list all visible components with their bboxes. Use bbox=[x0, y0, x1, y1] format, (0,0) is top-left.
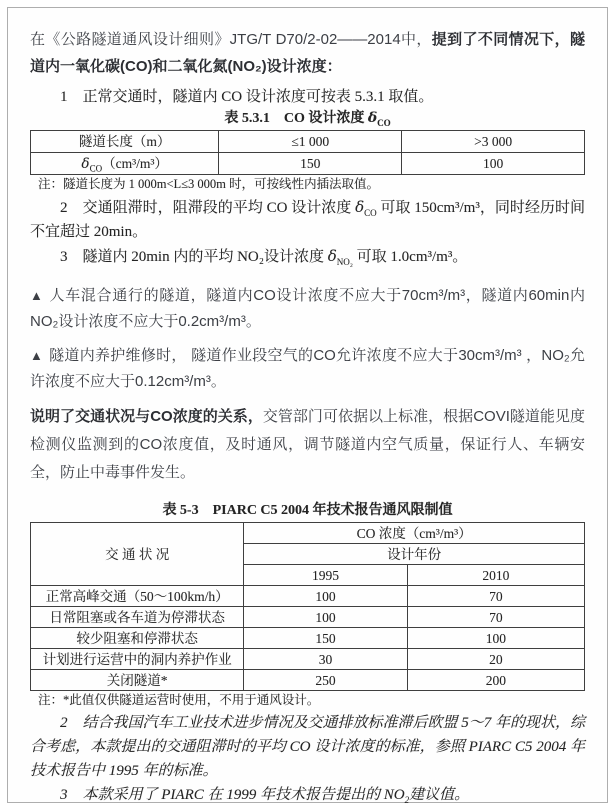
table-cell-condition: 日常阻塞或各车道为停滞状态 bbox=[31, 607, 244, 628]
clause-3-text-cont: 可取 1.0cm³/m³。 bbox=[352, 249, 468, 265]
table-cell-value: 100 bbox=[244, 607, 407, 628]
table-53 bbox=[30, 522, 585, 691]
summary-emphasis-text: 说明了交通状况与CO浓度的关系， bbox=[30, 408, 263, 425]
table-cell-traffic-condition-header: 交 通 状 况 bbox=[31, 523, 244, 586]
delta-symbol: δ bbox=[327, 247, 337, 265]
table-cell-condition: 正常高峰交通（50～100km/h） bbox=[31, 586, 244, 607]
intro-lead-text: 在《公路隧道通风设计细则》JTG/T D70/2-02——2014中， bbox=[30, 31, 432, 48]
intro-emphasis-text: 提到了不同情况下，隧道内一氧化碳(CO)和二氧化氮(NO₂)设计浓度： bbox=[30, 31, 585, 75]
table-cell-value: 250 bbox=[244, 670, 407, 691]
clause-2-text-cont: 可取 150cm³/m³，同时经历时间不宜超过 20min。 bbox=[30, 200, 586, 240]
clause-2-text: 2 交通阻滞时，阻滞段的平均 CO 设计浓度 bbox=[60, 200, 356, 216]
table-cell-condition: 计划进行运营中的洞内养护作业 bbox=[31, 649, 244, 670]
spec-excerpt-1 bbox=[30, 86, 585, 269]
table-531-note: 注：隧道长度为 1 000m<L≤3 000m 时，可按线性内插法取值。 bbox=[38, 177, 379, 191]
table-row bbox=[31, 586, 585, 607]
table-cell-length-le-1000: ≤1 000 bbox=[219, 131, 402, 153]
delta-subscript: CO bbox=[89, 163, 103, 174]
table-cell-co-concentration-header: CO 浓度（cm³/m³） bbox=[244, 523, 585, 544]
clause-3 bbox=[30, 244, 585, 269]
table-row bbox=[31, 607, 585, 628]
spec-excerpt-2 bbox=[30, 501, 585, 807]
intro-paragraph bbox=[30, 26, 585, 80]
delta-subscript: NO₂ bbox=[336, 257, 353, 267]
summary-paragraph bbox=[30, 403, 585, 487]
delta-subscript: CO bbox=[364, 208, 377, 218]
bullet-note-mixed-traffic bbox=[30, 283, 585, 335]
table-row bbox=[31, 523, 585, 544]
table-cell-value: 200 bbox=[407, 670, 584, 691]
bullet-note-text: 人车混合通行的隧道，隧道内CO设计浓度不应大于70cm³/m³，隧道内60min内NO₂设计浓度不应大于0.2cm³/m³。 bbox=[30, 287, 585, 330]
triangle-bullet-icon: ▲ bbox=[30, 348, 44, 363]
table-cell-value: 20 bbox=[407, 649, 584, 670]
table-53-title: 表 5-3 PIARC C5 2004 年技术报告通风限制值 bbox=[162, 503, 453, 518]
table-cell-value: 30 bbox=[244, 649, 407, 670]
delta-subscript: CO bbox=[377, 117, 391, 128]
table-cell-value: 70 bbox=[407, 586, 584, 607]
table-cell-value: 100 bbox=[244, 586, 407, 607]
bullet-note-maintenance bbox=[30, 343, 585, 395]
table-row bbox=[31, 153, 585, 175]
clause-3-text: 3 隧道内 20min 内的平均 NO₂设计浓度 bbox=[60, 249, 328, 265]
table-cell-year-1995: 1995 bbox=[244, 565, 407, 586]
clause-2 bbox=[30, 195, 585, 244]
table-row bbox=[31, 628, 585, 649]
table-531 bbox=[30, 130, 585, 175]
table-cell-condition: 关闭隧道* bbox=[31, 670, 244, 691]
table-cell-value: 70 bbox=[407, 607, 584, 628]
table-cell-value-150: 150 bbox=[219, 153, 402, 175]
table-row bbox=[31, 649, 585, 670]
triangle-bullet-icon: ▲ bbox=[30, 288, 44, 303]
closing-clause-3 bbox=[30, 783, 585, 807]
table-531-title bbox=[30, 108, 585, 129]
table-cell-value-100: 100 bbox=[402, 153, 585, 175]
clause-1: 1 正常交通时，隧道内 CO 设计浓度可按表 5.3.1 取值。 bbox=[60, 89, 434, 105]
table-cell-length-gt-3000: >3 000 bbox=[402, 131, 585, 153]
closing-clause-2: 2 结合我国汽车工业技术进步情况及交通排放标准滞后欧盟 5～7 年的现状，综合考虑，本款提出的交通阻滞时的平均 CO 设计浓度的标准，参照 PIARC C5 2004 年技术报告中 1995 年的标准。 bbox=[30, 715, 586, 779]
table-cell-design-year-header: 设计年份 bbox=[244, 544, 585, 565]
bullet-note-text: 隧道内养护维修时， 隧道作业段空气的CO允许浓度不应大于30cm³/m³ ，NO₂允许浓度不应大于0.12cm³/m³。 bbox=[30, 347, 585, 390]
table-cell-value: 100 bbox=[407, 628, 584, 649]
table-cell-delta-co-label bbox=[31, 153, 219, 175]
document-page bbox=[7, 7, 608, 803]
table-53-note: 注：*此值仅供隧道运营时使用，不用于通风设计。 bbox=[38, 693, 320, 707]
no2-subscript: 2 bbox=[404, 795, 410, 805]
table-cell-value: 150 bbox=[244, 628, 407, 649]
table-row bbox=[31, 131, 585, 153]
summary-body-text: 交管部门可依据以上标准，根据COVI隧道能见度检测仪监测到的CO浓度值，及时通风，调节隧道内空气质量，保证行人、车辆安全，防止中毒事件发生。 bbox=[30, 408, 585, 481]
table-cell-condition: 较少阻塞和停滞状态 bbox=[31, 628, 244, 649]
table-row bbox=[31, 670, 585, 691]
delta-symbol: δ bbox=[367, 110, 378, 126]
section-gap bbox=[30, 493, 585, 501]
closing-clause-3-text: 3 本款采用了 PIARC 在 1999 年技术报告提出的 NO bbox=[60, 787, 405, 803]
delta-co-unit: （cm³/m³） bbox=[102, 155, 168, 171]
table-cell-tunnel-length-header: 隧道长度（m） bbox=[31, 131, 219, 153]
closing-clause-3-text-cont: 建议值。 bbox=[409, 787, 470, 803]
table-cell-year-2010: 2010 bbox=[407, 565, 584, 586]
table-531-title-text: 表 5.3.1 CO 设计浓度 bbox=[224, 111, 368, 126]
delta-symbol: δ bbox=[81, 155, 90, 172]
delta-symbol: δ bbox=[355, 198, 365, 216]
